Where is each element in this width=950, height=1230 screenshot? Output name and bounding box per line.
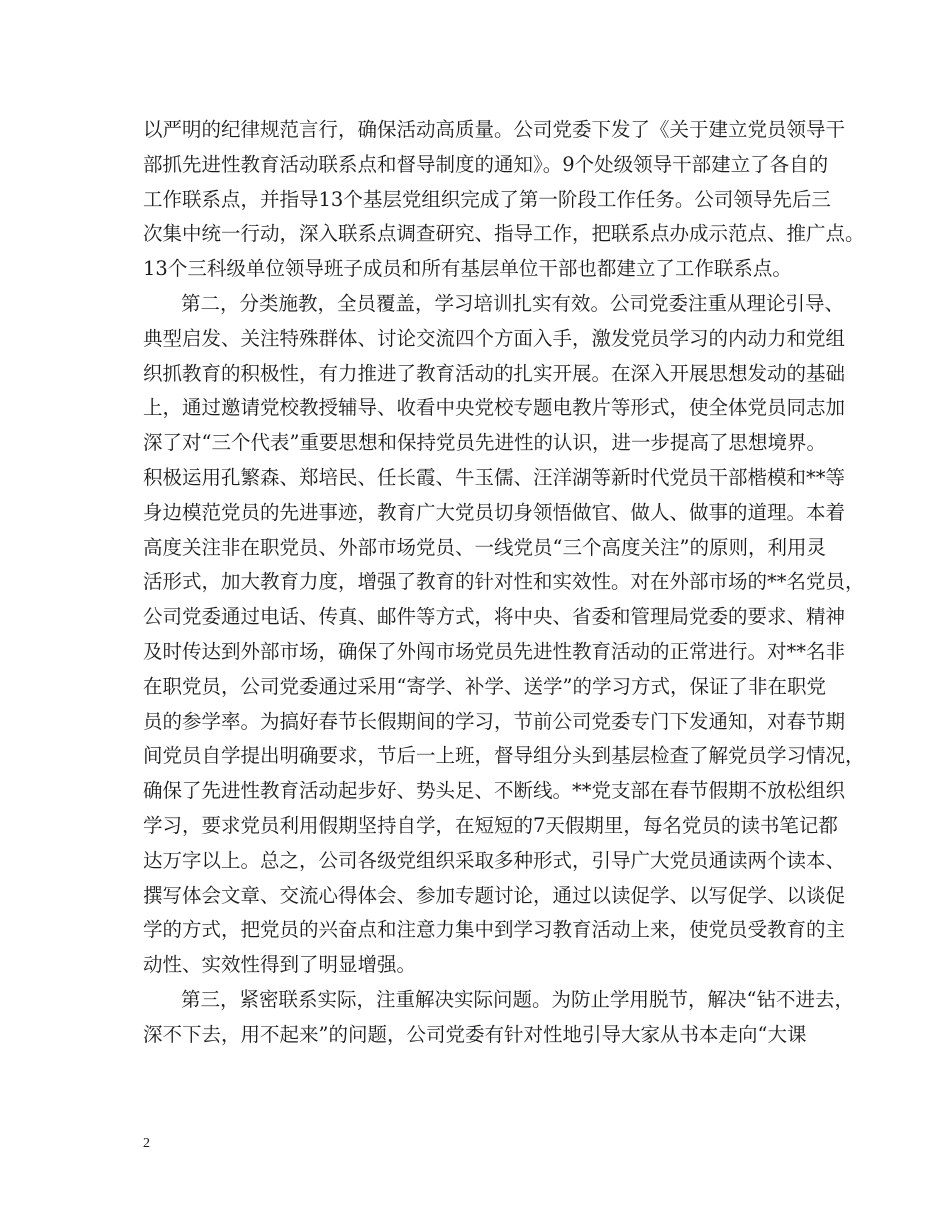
text-line: 在职党员，公司党委通过采用“寄学、补学、送学”的学习方式，保证了非在职党 [143,674,826,698]
text-line: 上，通过邀请党校教授辅导、收看中央党校专题电教片等形式，使全体党员同志加 [143,396,846,420]
text-line: 典型启发、关注特殊群体、讨论交流四个方面入手，激发党员学习的内动力和党组 [143,326,846,350]
text-line: 达万字以上。总之，公司各级党组织采取多种形式，引导广大党员通读两个读本、 [143,848,846,872]
text-line: 学习，要求党员利用假期坚持自学，在短短的7天假期里，每名党员的读书笔记都 [143,813,838,837]
text-line: 深不下去，用不起来”的问题，公司党委有针对性地引导大家从书本走向“大课 [143,1022,807,1046]
paragraph-start-line: 第二，分类施教，全员覆盖，学习培训扎实有效。公司党委注重从理论引导、 [181,291,845,315]
text-line: 次集中统一行动，深入联系点调查研究、指导工作，把联系点办成示范点、推广点。 [143,222,865,246]
text-line: 学的方式，把党员的兴奋点和注意力集中到学习教育活动上来，使党员受教育的主 [143,918,846,942]
text-line: 深了对“三个代表”重要思想和保持党员先进性的认识，进一步提高了思想境界。 [143,431,826,455]
text-line: 积极运用孔繁森、郑培民、任长霞、牛玉儒、汪洋湖等新时代党员干部楷模和**等 [143,465,846,489]
text-line: 活形式，加大教育力度，增强了教育的针对性和实效性。对在外部市场的**名党员， [143,570,865,594]
text-line: 公司党委通过电话、传真、邮件等方式，将中央、省委和管理局党委的要求、精神 [143,605,846,629]
text-line: 确保了先进性教育活动起步好、势头足、不断线。**党支部在春节假期不放松组织 [143,779,846,803]
text-line: 间党员自学提出明确要求，节后一上班，督导组分头到基层检查了解党员学习情况， [143,744,865,768]
text-line: 及时传达到外部市场，确保了外闯市场党员先进性教育活动的正常进行。对**名非 [143,639,846,663]
text-line: 高度关注非在职党员、外部市场党员、一线党员“三个高度关注”的原则，利用灵 [143,535,826,559]
text-line: 工作联系点，并指导13个基层党组织完成了第一阶段工作任务。公司领导先后三 [143,187,831,211]
text-line: 织抓教育的积极性，有力推进了教育活动的扎实开展。在深入开展思想发动的基础 [143,361,846,385]
text-line: 以严明的纪律规范言行，确保活动高质量。公司党委下发了《关于建立党员领导干 [143,118,846,141]
text-line: 13个三科级单位领导班子成员和所有基层单位干部也都建立了工作联系点。 [143,257,792,281]
text-line: 动性、实效性得到了明显增强。 [143,953,417,977]
page-number: 2 [143,1136,150,1151]
paragraph-start-line: 第三，紧密联系实际，注重解决实际问题。为防止学用脱节，解决“钻不进去， [181,987,854,1011]
body-text [143,113,865,1053]
text-line: 撰写体会文章、交流心得体会、参加专题讨论，通过以读促学、以写促学、以谈促 [143,883,846,907]
text-line: 身边模范党员的先进事迹，教育广大党员切身领悟做官、做人、做事的道理。本着 [143,500,846,524]
text-line: 员的参学率。为搞好春节长假期间的学习，节前公司党委专门下发通知，对春节期 [143,709,846,733]
text-line: 部抓先进性教育活动联系点和督导制度的通知》。9个处级领导干部建立了各自的 [143,152,829,176]
